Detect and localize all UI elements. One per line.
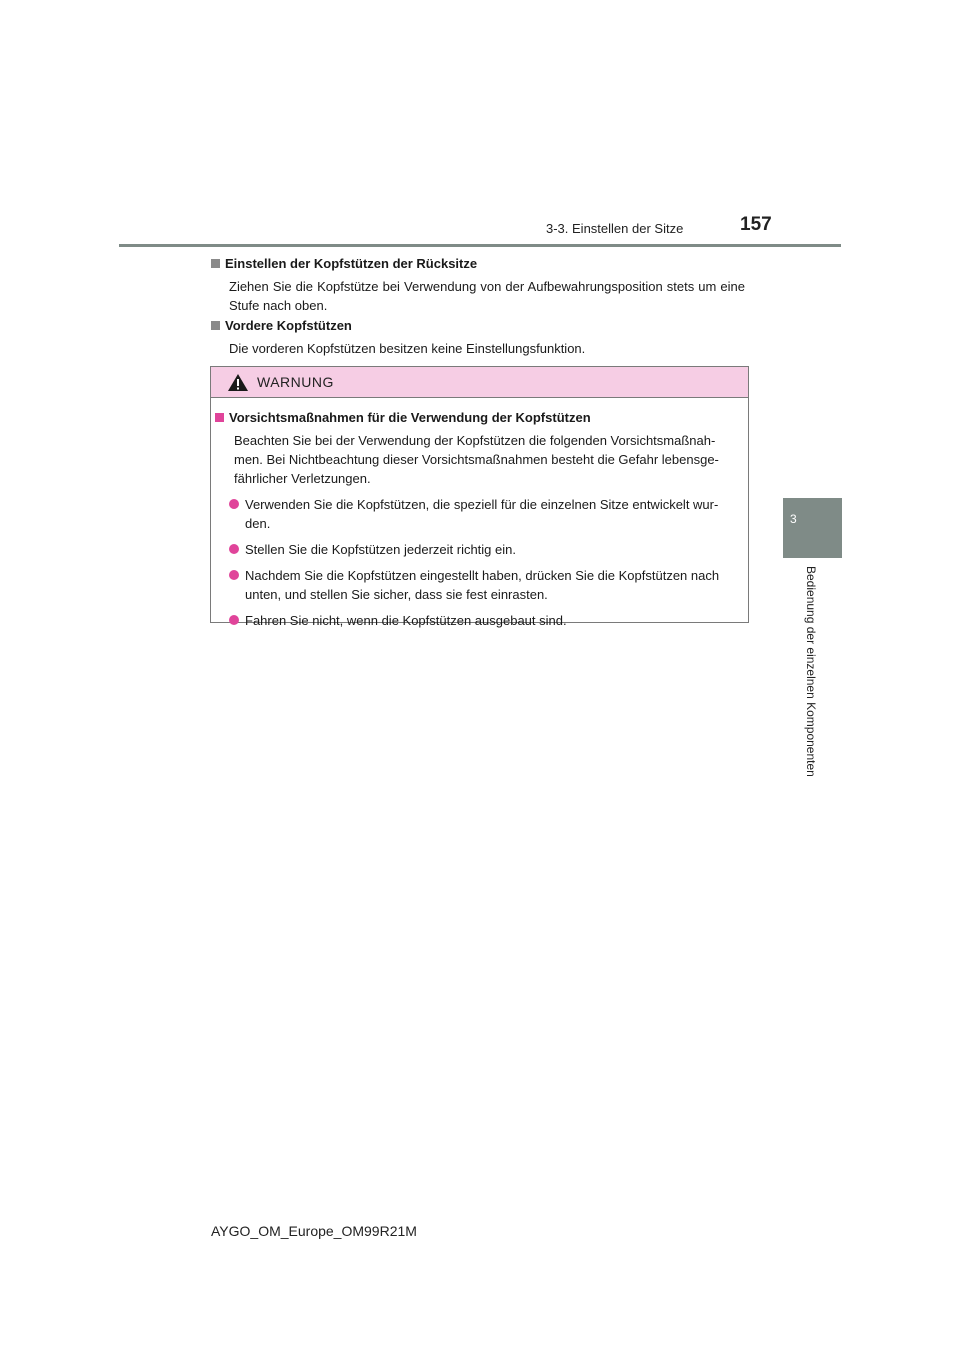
chapter-tab-number: 3: [790, 512, 797, 526]
section-heading: Vordere Kopfstützen: [225, 318, 352, 333]
section-body: Die vorderen Kopfstützen besitzen keine Einstellungsfunktion.: [229, 341, 586, 356]
footer-code: AYGO_OM_Europe_OM99R21M: [211, 1223, 417, 1239]
warning-intro: Beachten Sie bei der Verwendung der Kopfstützen die folgenden Vorsichtsmaßnah-men. Bei Nichtbeachtung dieser Vorsichtsmaßnahmen besteht die Gefahr lebensge-fährlicher Verletzungen.: [234, 433, 719, 486]
chapter-tab-label: Bedienung der einzelnen Komponenten: [804, 566, 818, 777]
section-header: 3-3. Einstellen der Sitze: [546, 221, 684, 236]
warning-heading: Vorsichtsmaßnahmen für die Verwendung der Kopfstützen: [229, 410, 591, 425]
list-item: Stellen Sie die Kopfstützen jederzeit richtig ein.: [229, 540, 742, 559]
warning-title: WARNUNG: [257, 374, 334, 390]
warning-triangle-icon: [227, 373, 249, 392]
warning-header: [211, 367, 748, 398]
page-number: 157: [740, 214, 772, 235]
section-front-headrests: [211, 318, 745, 358]
warning-box: [210, 366, 749, 628]
section-rear-headrests: [211, 256, 745, 315]
header-rule: [119, 244, 841, 247]
list-item: Nachdem Sie die Kopfstützen eingestellt haben, drücken Sie die Kopfstützen nach unten, und stellen Sie sicher, dass sie fest einrasten.: [229, 566, 742, 604]
square-bullet-icon: [211, 321, 220, 330]
section-body: Ziehen Sie die Kopfstütze bei Verwendung von der Aufbewahrungsposition stets um eine Stufe nach oben.: [229, 279, 745, 313]
bullet-dot-icon: [229, 499, 239, 509]
section-heading: Einstellen der Kopfstützen der Rücksitze: [225, 256, 478, 271]
bullet-dot-icon: [229, 615, 239, 625]
bullet-dot-icon: [229, 544, 239, 554]
square-bullet-icon: [211, 259, 220, 268]
list-item: Fahren Sie nicht, wenn die Kopfstützen ausgebaut sind.: [229, 611, 742, 630]
chapter-tab: [783, 498, 842, 558]
square-bullet-icon: [215, 413, 224, 422]
bullet-dot-icon: [229, 570, 239, 580]
list-item: Verwenden Sie die Kopfstützen, die speziell für die einzelnen Sitze entwickelt wur-den.: [229, 495, 742, 533]
